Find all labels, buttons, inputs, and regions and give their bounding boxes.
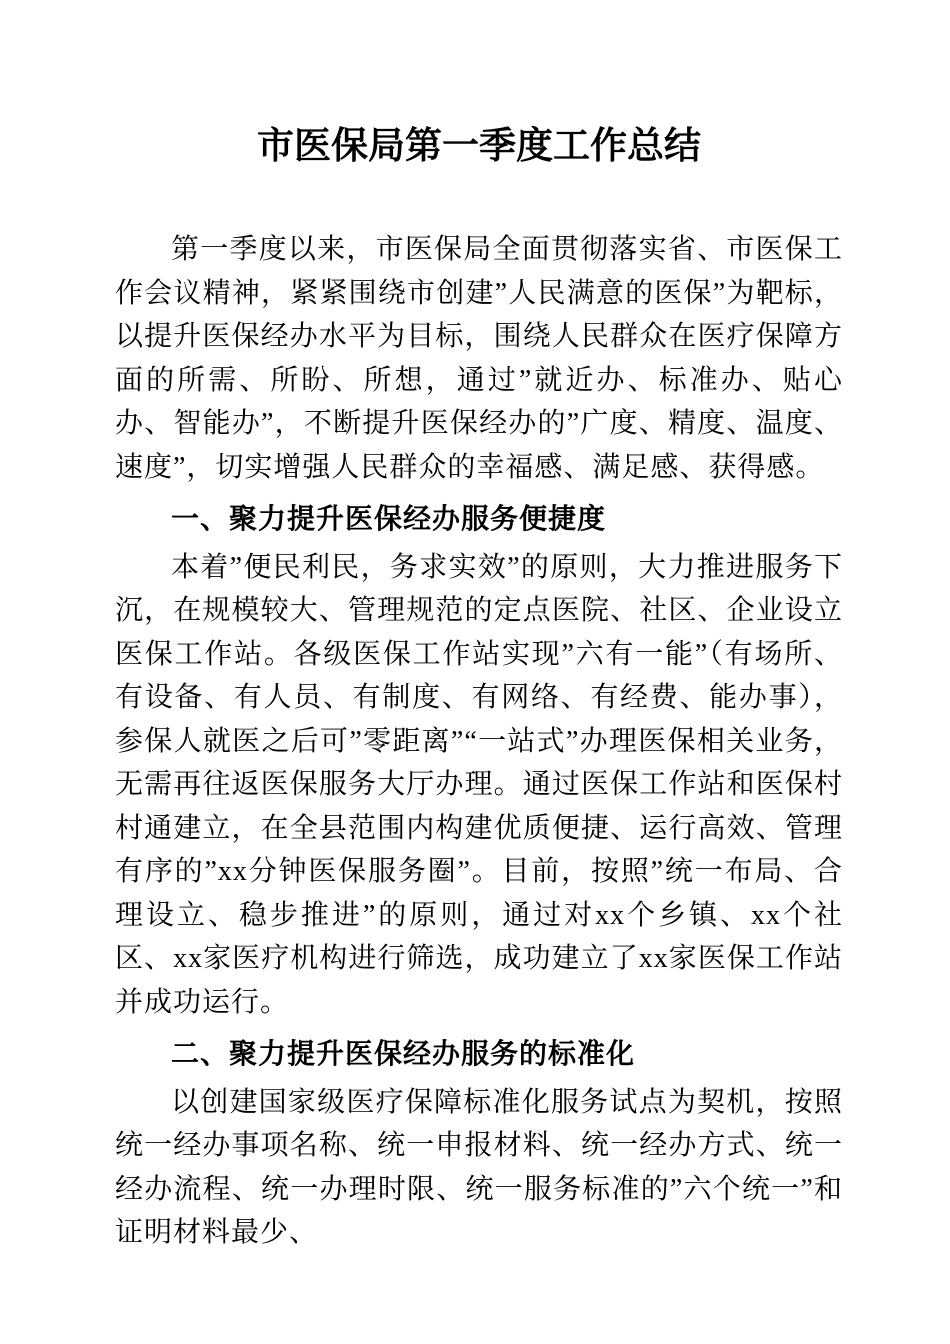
section-heading-1: 一、聚力提升医保经办服务便捷度 — [171, 503, 607, 534]
document-title: 市医保局第一季度工作总结 — [257, 126, 701, 167]
section-heading-2: 二、聚力提升医保经办服务的标准化 — [171, 1038, 636, 1069]
intro-paragraph: 第一季度以来，市医保局全面贯彻落实省、市医保工作会议精神，紧紧围绕市创建”人民满意的医保”为靶标，以提升医保经办水平为目标，围绕人民群众在医疗保障方面的所需、所盼、所想，通过”就近办、标准办、贴心办、智能办”，不断提升医保经办的”广度、精度、温度、速度”，切实增强人民群众的幸福感、满足感、获得感。 — [115, 234, 843, 483]
section-2-paragraph: 以创建国家级医疗保障标准化服务试点为契机，按照统一经办事项名称、统一申报材料、统一经办方式、统一经办流程、统一办理时限、统一服务标准的”六个统一”和证明材料最少、 — [115, 1086, 843, 1248]
section-1-paragraph: 本着”便民利民，务求实效”的原则，大力推进服务下沉，在规模较大、管理规范的定点医院、社区、企业设立医保工作站。各级医保工作站实现”六有一能”（有场所、有设备、有人员、有制度、有网络、有经费、能办事），参保人就医之后可”零距离”“一站式”办理医保相关业务，无需再往返医保服务大厅办理。通过医保工作站和医保村村通建立，在全县范围内构建优质便捷、运行高效、管理有序的”xx分钟医保服务圈”。目前，按照”统一布局、合理设立、稳步推进”的原则，通过对xx个乡镇、xx个社区、xx家医疗机构进行筛选，成功建立了xx家医保工作站并成功运行。 — [115, 551, 843, 1018]
